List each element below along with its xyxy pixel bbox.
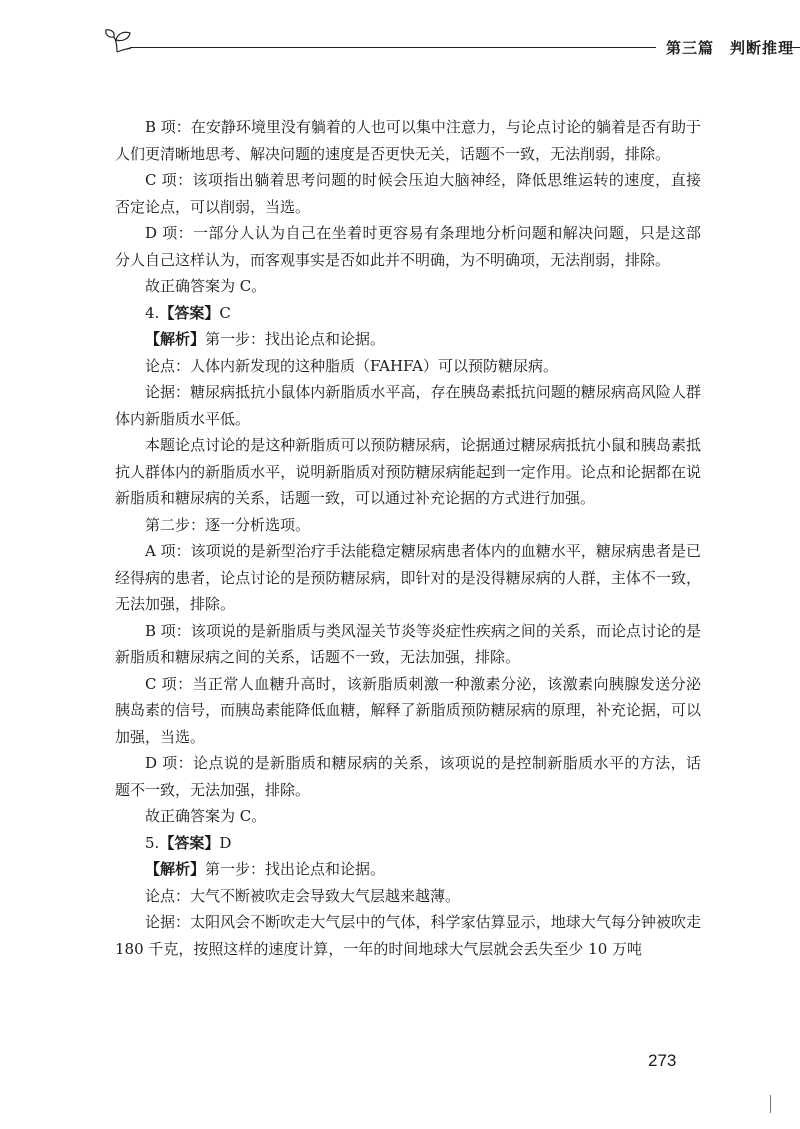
answer-tag: 【答案】 <box>159 303 220 322</box>
scan-mark <box>770 1095 771 1113</box>
paragraph: C 项：当正常人血糖升高时，该新脂质刺激一种激素分泌，该激素向胰腺发送分泌胰岛素的信号，而胰岛素能降低血糖，解释了新脂质预防糖尿病的原理，补充论据，可以加强，当选。 <box>115 674 701 746</box>
running-header <box>104 28 795 58</box>
analysis-tag: 【解析】 <box>145 860 206 878</box>
analysis-line: 【解析】第一步：找出论点和论据。 <box>145 330 386 348</box>
sprout-icon <box>104 28 134 54</box>
paragraph: 第二步：逐一分析选项。 <box>145 515 311 534</box>
paragraph: D 项：论点说的是新脂质和糖尿病的关系，该项说的是控制新脂质水平的方法，话题不一致，无法加强，排除。 <box>115 754 701 799</box>
paragraph: 论据：糖尿病抵抗小鼠体内新脂质水平高，存在胰岛素抵抗问题的糖尿病高风险人群体内新脂质水平低。 <box>115 383 701 428</box>
analysis-line: 【解析】第一步：找出论点和论据。 <box>145 860 386 878</box>
answer-tag: 【答案】 <box>159 833 220 852</box>
paragraph: 论据：太阳风会不断吹走大气层中的气体，科学家估算显示，地球大气每分钟被吹走 180 千克，按照这样的速度计算，一年的时间地球大气层就会丢失至少 10 万吨 <box>115 913 701 958</box>
paragraph: B 项：在安静环境里没有躺着的人也可以集中注意力，与论点讨论的躺着是否有助于人们更清晰地思考、解决问题的速度是否更快无关，话题不一致，无法削弱，排除。 <box>115 118 701 163</box>
page-number: 273 <box>648 1051 677 1070</box>
header-rule-left <box>130 47 656 48</box>
answer-line: 4.【答案】C <box>145 303 231 322</box>
paragraph: 论点：人体内新发现的这种脂质（FAHFA）可以预防糖尿病。 <box>145 356 558 375</box>
paragraph: 故正确答案为 C。 <box>145 277 267 295</box>
paragraph: 本题论点讨论的是这种新脂质可以预防糖尿病，论据通过糖尿病抵抗小鼠和胰岛素抵抗人群体内的新脂质水平，说明新脂质对预防糖尿病能起到一定作用。论点和论据都在说新脂质和糖尿病的关系，话题一致，可以通过补充论据的方式进行加强。 <box>115 436 701 507</box>
page-body <box>115 114 701 962</box>
header-title: 第三篇 判断推理 <box>666 39 795 57</box>
paragraph: D 项：一部分人认为自己在坐着时更容易有条理地分析问题和解决问题，只是这部分人自己这样认为，而客观事实是否如此并不明确，为不明确项，无法削弱，排除。 <box>115 224 701 269</box>
paragraph: A 项：该项说的是新型治疗手法能稳定糖尿病患者体内的血糖水平，糖尿病患者是已经得病的患者，论点讨论的是预防糖尿病，即针对的是没得糖尿病的人群，主体不一致，无法加强，排除。 <box>115 542 701 613</box>
paragraph: 故正确答案为 C。 <box>145 807 267 825</box>
paragraph: B 项：该项说的是新脂质与类风湿关节炎等炎症性疾病之间的关系，而论点讨论的是新脂质和糖尿病之间的关系，话题不一致，无法加强，排除。 <box>115 621 701 666</box>
analysis-tag: 【解析】 <box>145 330 206 348</box>
header-rule-right <box>790 47 800 48</box>
paragraph: C 项：该项指出躺着思考问题的时候会压迫大脑神经，降低思维运转的速度，直接否定论点，可以削弱，当选。 <box>115 171 701 216</box>
answer-line: 5.【答案】D <box>145 833 232 852</box>
paragraph: 论点：大气不断被吹走会导致大气层越来越薄。 <box>145 886 461 905</box>
